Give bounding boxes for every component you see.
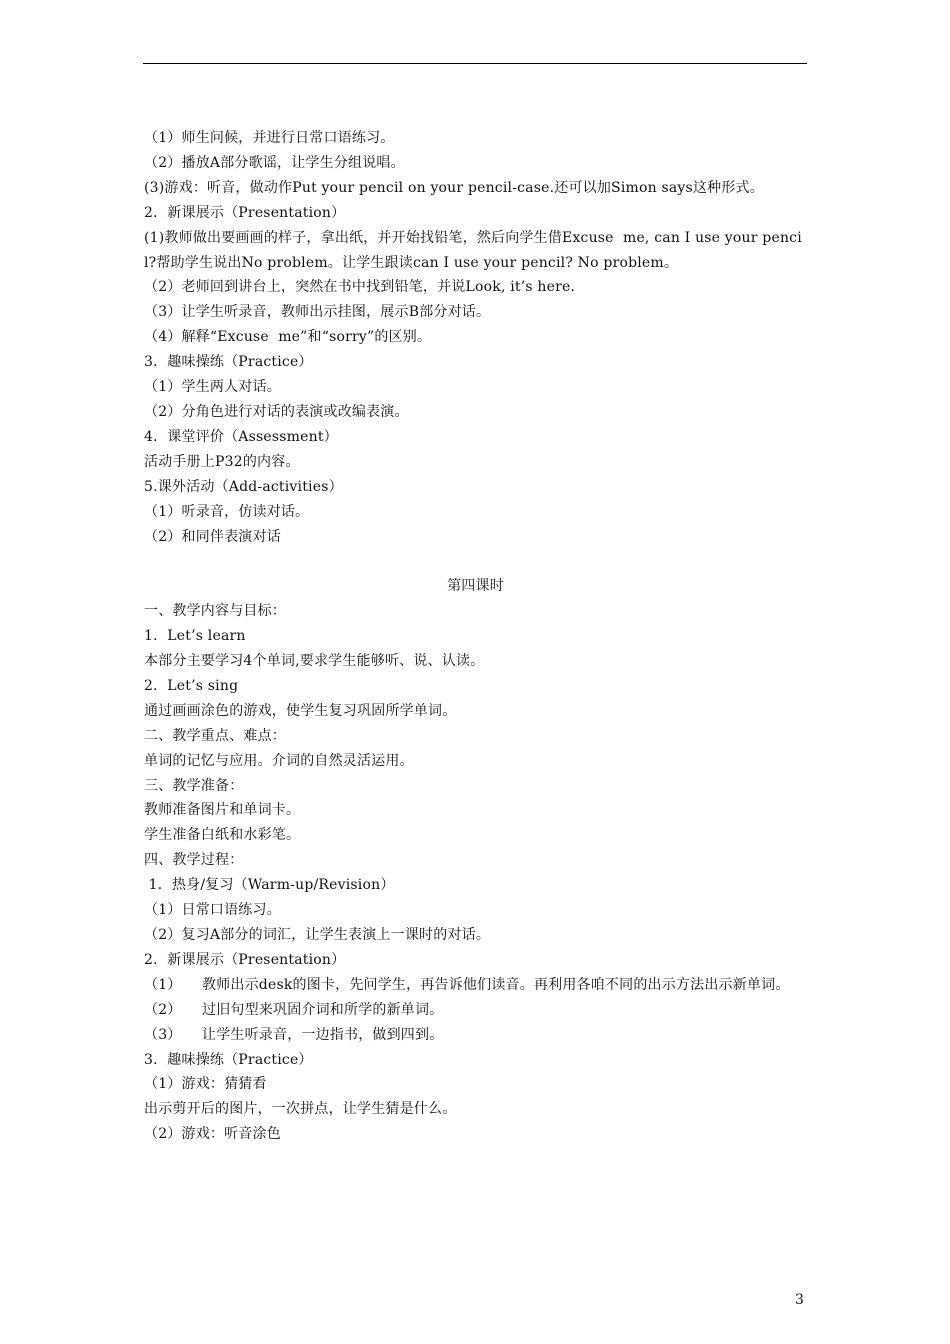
item-text: 过旧句型来巩固介词和所学的新单词。 (202, 1001, 444, 1018)
text-line: 1．热身/复习（Warm-up/Revision） (144, 877, 395, 894)
text-line: 2．Let’s sing (144, 677, 239, 694)
text-line: （3）让学生听录音，教师出示挂图，展示B部分对话。 (144, 304, 491, 321)
text-line: 出示剪开后的图片，一次拼点，让学生猜是什么。 (144, 1101, 457, 1118)
item-number: （1） (144, 976, 182, 993)
document-body (144, 126, 807, 1147)
text-line: （2）老师回到讲台上，突然在书中找到铅笔，并说Look, it’s here. (144, 279, 576, 296)
item-text: 让学生听录音，一边指书，做到四到。 (202, 1026, 444, 1043)
text-line: 3．趣味操练（Practice） (144, 1051, 313, 1068)
text-line: 4．课堂评价（Assessment） (144, 428, 338, 445)
text-line: （1）日常口语练习。 (144, 902, 281, 919)
item-number: （2） (144, 1001, 182, 1018)
text-line: （1）学生两人对话。 (144, 379, 281, 396)
text-line: （1）师生问候，并进行日常口语练习。 (144, 130, 395, 146)
text-line: （2）游戏：听音涂色 (144, 1126, 281, 1143)
text-line: 单词的记忆与应用。介词的自然灵活运用。 (144, 752, 414, 769)
numbered-item (144, 998, 807, 1023)
text-line: （4）解释“Excuse me”和“sorry”的区别。 (144, 329, 432, 346)
text-line: (3)游戏：听音，做动作Put your pencil on your pencil-case.还可以加Simon says这种形式。 (144, 179, 764, 196)
blank-line (144, 549, 807, 574)
text-line: 通过画画涂色的游戏，使学生复习巩固所学单词。 (144, 702, 457, 719)
item-number: （3） (144, 1026, 182, 1043)
text-line: 三、教学准备： (144, 777, 244, 794)
section-title: 第四课时 (447, 578, 504, 595)
text-line: 3．趣味操练（Practice） (144, 354, 313, 371)
item-text: 教师出示desk的图卡，先问学生，再告诉他们读音。再利用各咱不同的出示方法出示新单词。 (202, 976, 790, 993)
text-line: （2）和同伴表演对话 (144, 528, 281, 545)
text-line: 四、教学过程： (144, 852, 244, 869)
text-line: （1）听录音，仿读对话。 (144, 503, 310, 520)
numbered-item (144, 1023, 807, 1048)
text-line: （1）游戏：猜猜看 (144, 1076, 267, 1093)
text-line: （2）分角色进行对话的表演或改编表演。 (144, 403, 409, 420)
header-rule (143, 63, 807, 64)
text-line: 二、教学重点、难点： (144, 727, 286, 744)
text-line: 2．新课展示（Presentation） (144, 951, 346, 968)
text-line: 学生准备白纸和水彩笔。 (144, 827, 301, 844)
text-line: （2）复习A部分的词汇，让学生表演上一课时的对话。 (144, 926, 491, 943)
text-line: 5.课外活动（Add-activities） (144, 478, 343, 495)
text-line: 活动手册上P32的内容。 (144, 453, 300, 470)
text-line: 本部分主要学习4个单词,要求学生能够听、说、认读。 (144, 653, 485, 670)
text-line: 教师准备图片和单词卡。 (144, 802, 301, 819)
text-line: (1)教师做出要画画的样子，拿出纸，并开始找铅笔，然后向学生借Excuse me, can I use your pencil?帮助学生说出No problem。让学生跟读can I use your pencil? No problem。 (144, 229, 802, 271)
text-line: （2）播放A部分歌谣，让学生分组说唱。 (144, 154, 405, 171)
numbered-item (144, 973, 807, 998)
text-line: 1．Let’s learn (144, 628, 246, 645)
text-line: 一、教学内容与目标： (144, 603, 286, 620)
text-line: 2．新课展示（Presentation） (144, 204, 346, 221)
page-number: 3 (795, 1292, 804, 1308)
